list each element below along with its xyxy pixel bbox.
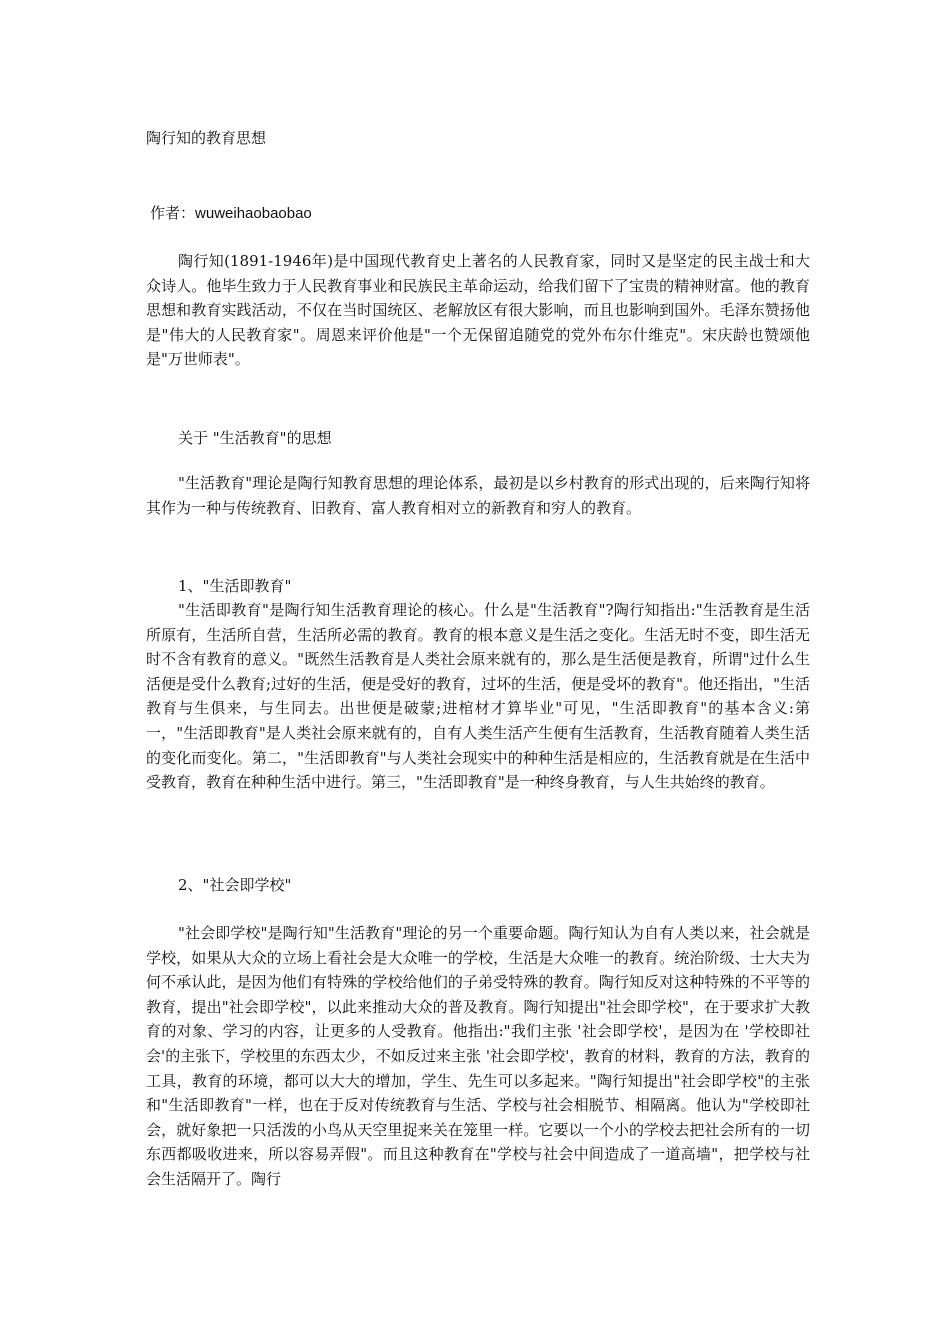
author-name: wuweihaobaobao bbox=[195, 205, 312, 222]
author-line bbox=[150, 201, 312, 226]
subsection-2-heading: 2、"社会即学校" bbox=[178, 876, 292, 894]
subsection-1-paragraph: "生活即教育"是陶行知生活教育理论的核心。什么是"生活教育"?陶行知指出:"生活教育是生活所原有，生活所自营，生活所必需的教育。教育的根本意义是生活之变化。生活无时不变，即生活无时不含有教育的意义。"既然生活教育是人类社会原来就有的，那么是生活便是教育，所谓"过什么生活便是受什么教育;过好的生活，便是受好的教育，过坏的生活，便是受坏的教育"。他还指出，"生活教育与生俱来，与生同去。出世便是破蒙;进棺材才算毕业"可见，"生活即教育"的基本含义:第一，"生活即教育"是人类社会原来就有的，自有人类生活产生便有生活教育，生活教育随着人类生活的变化而变化。第二，"生活即教育"与人类社会现实中的种种生活是相应的，生活教育就是在生活中受教育，教育在种种生活中进行。第三，"生活即教育"是一种终身教育，与人生共始终的教育。 bbox=[146, 601, 810, 792]
document-title: 陶行知的教育思想 bbox=[146, 129, 267, 147]
author-label: 作者： bbox=[150, 204, 196, 222]
section-intro-paragraph: "生活教育"理论是陶行知教育思想的理论体系，最初是以乡村教育的形式出现的，后来陶行知将其作为一种与传统教育、旧教育、富人教育相对立的新教育和穷人的教育。 bbox=[146, 474, 810, 517]
intro-paragraph: 陶行知(1891-1946年)是中国现代教育史上著名的人民教育家，同时又是坚定的民主战士和大众诗人。他毕生致力于人民教育事业和民族民主革命运动，给我们留下了宝贵的精神财富。他的教育思想和教育实践活动，不仅在当时国统区、老解放区有很大影响，而且也影响到国外。毛泽东赞扬他是"伟大的人民教育家"。周恩来评价他是"一个无保留追随党的党外布尔什维克"。宋庆龄也赞颂他是"万世师表"。 bbox=[146, 252, 810, 369]
subsection-2-paragraph: "社会即学校"是陶行知"生活教育"理论的另一个重要命题。陶行知认为自有人类以来，社会就是学校，如果从大众的立场上看社会是大众唯一的学校，生活是大众唯一的教育。统治阶级、士大夫为何不承认此，是因为他们有特殊的学校给他们的子弟受特殊的教育。陶行知反对这种特殊的不平等的教育，提出"社会即学校"，以此来推动大众的普及教育。陶行知提出"社会即学校"，在于要求扩大教育的对象、学习的内容，让更多的人受教育。他指出:"我们主张 '社会即学校'，是因为在 '学校即社会'的主张下，学校里的东西太少，不如反过来主张 '社会即学校'，教育的材料，教育的方法，教育的工具，教育的环境，都可以大大的增加，学生、先生可以多起来。"陶行知提出"社会即学校"的主张和"生活即教育"一样，也在于反对传统教育与生活、学校与社会相脱节、相隔离。他认为"学校即社会，就好象把一只活泼的小鸟从天空里捉来关在笼里一样。它要以一个小的学校去把社会所有的一切东西都吸收进来，所以容易弄假"。而且这种教育在"学校与社会中间造成了一道高墙"，把学校与社会生活隔开了。陶行 bbox=[146, 924, 810, 1188]
section-heading: 关于 "生活教育"的思想 bbox=[178, 429, 332, 447]
subsection-1-heading: 1、"生活即教育" bbox=[178, 577, 292, 595]
